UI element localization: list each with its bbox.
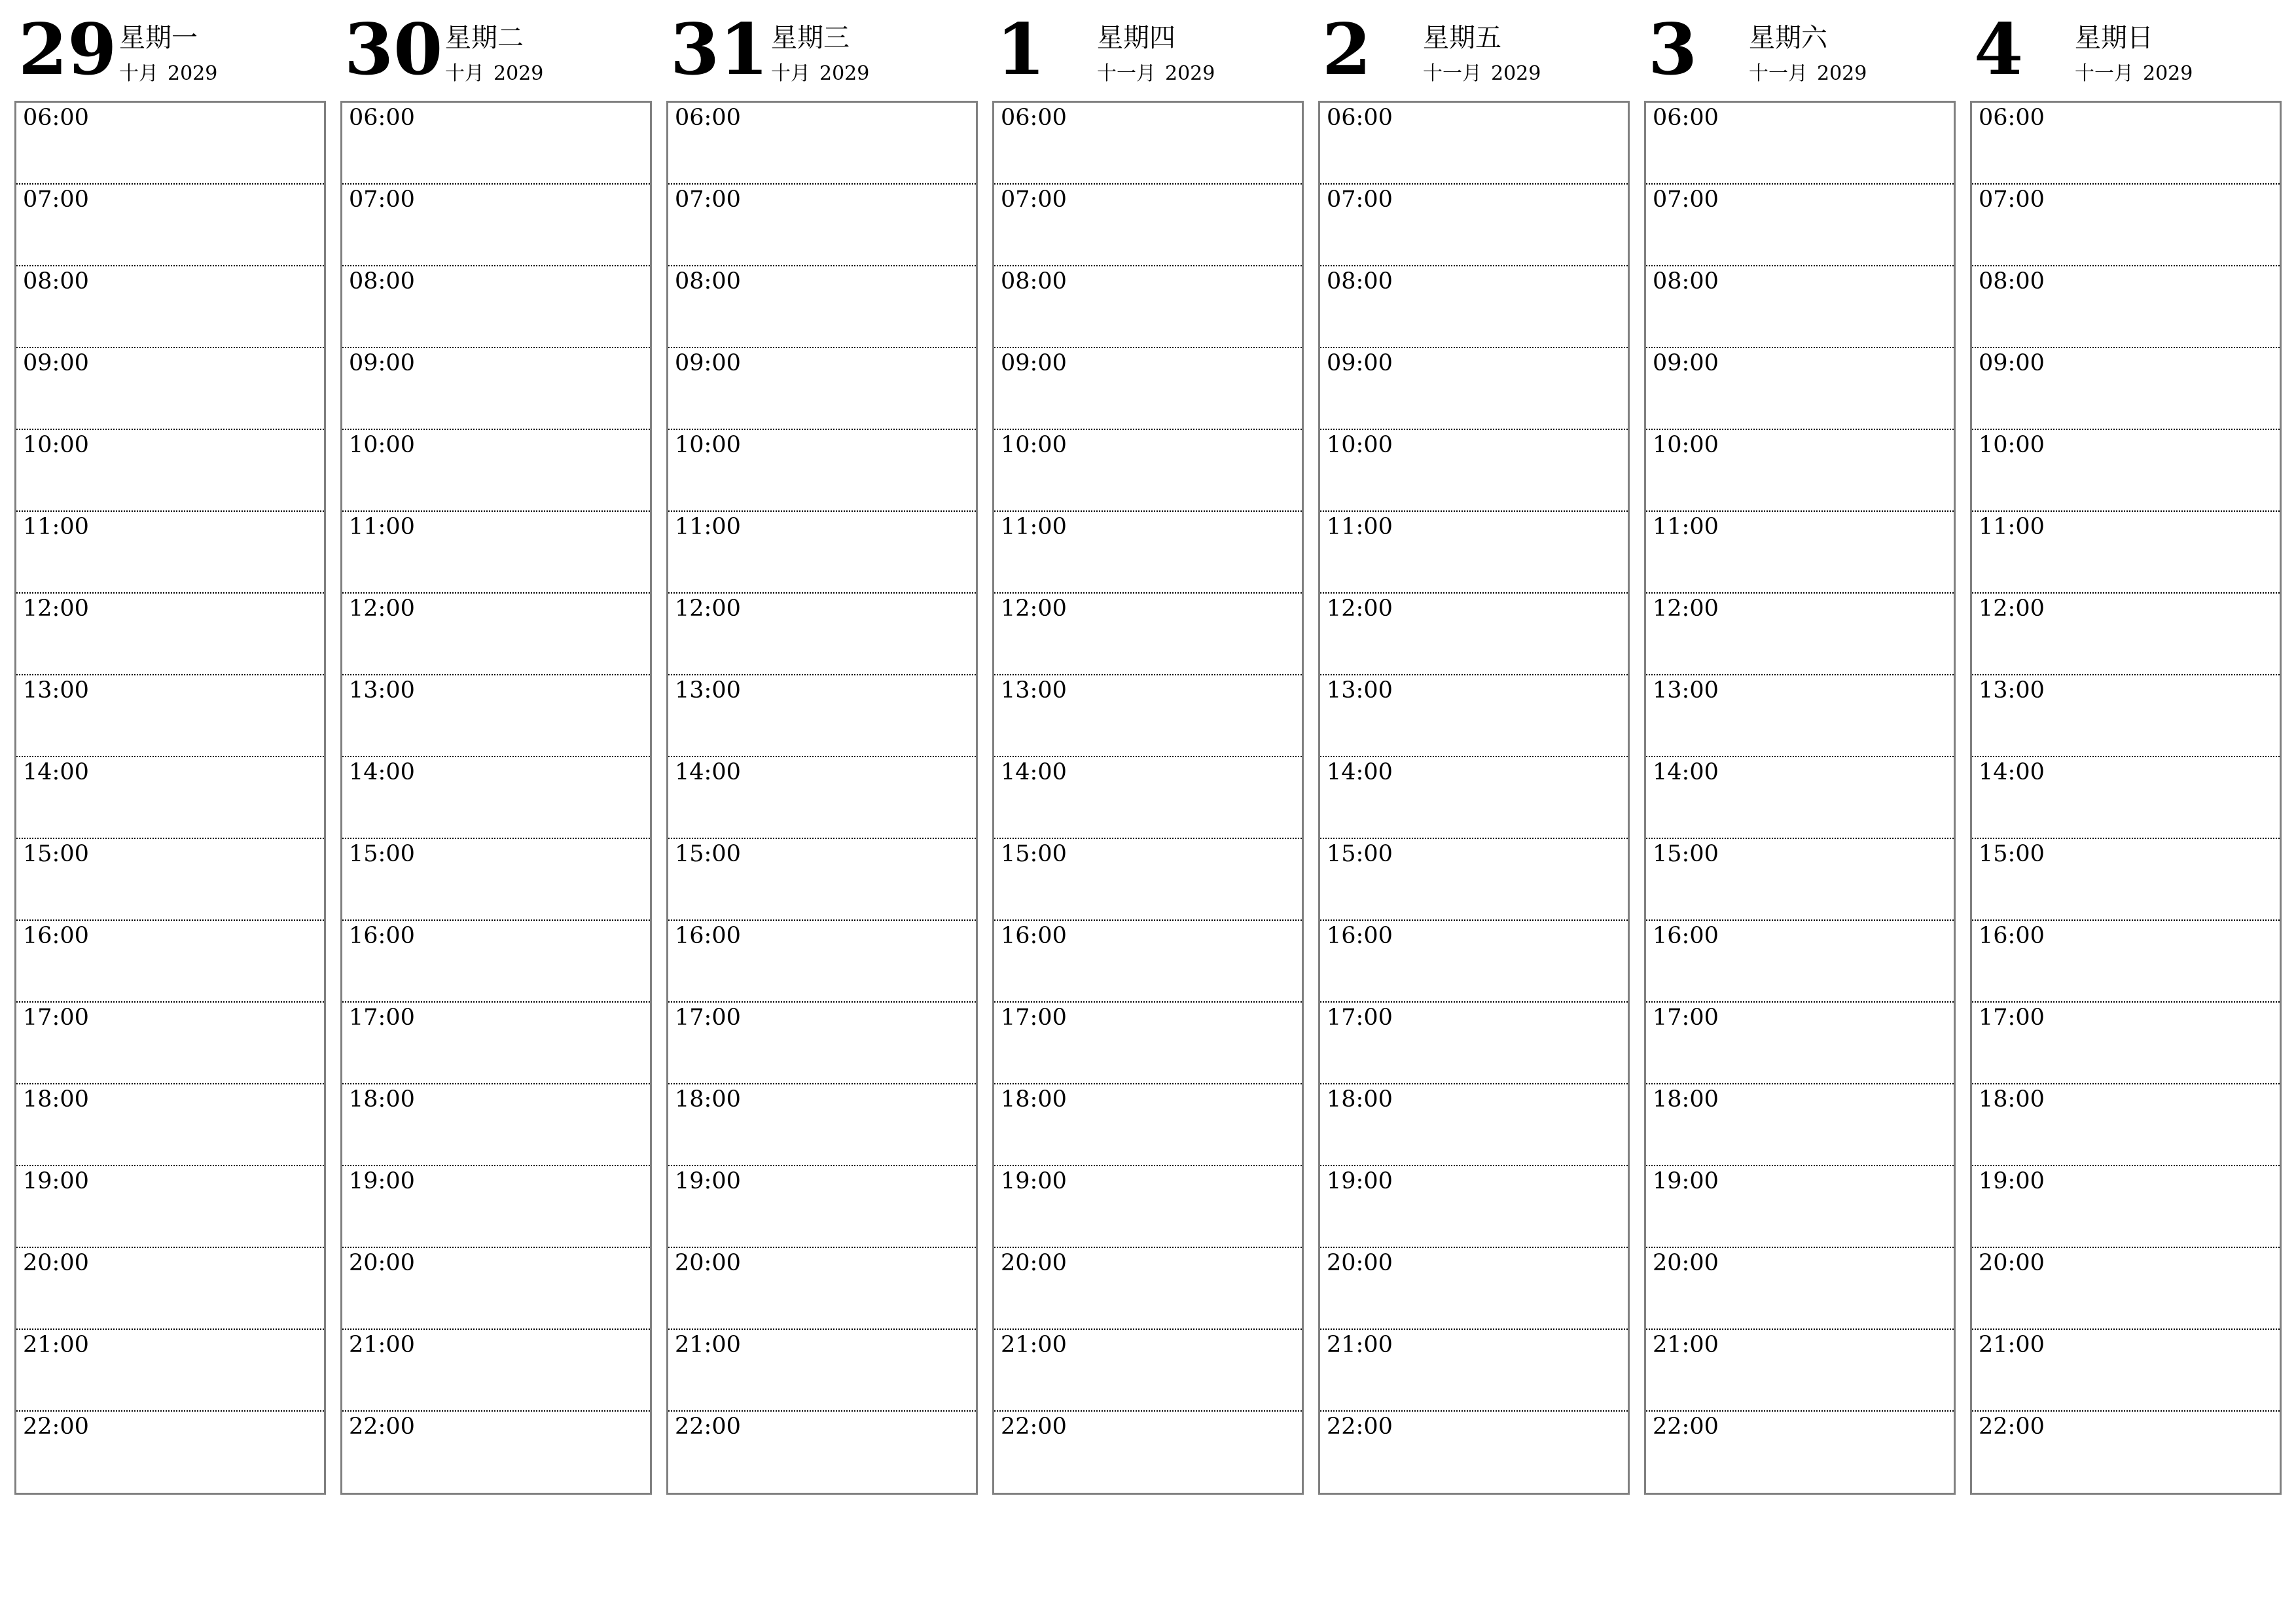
time-slot-label: 13:00	[1327, 677, 1393, 704]
time-slot[interactable]	[16, 757, 324, 839]
month-year-label	[119, 64, 217, 84]
time-slot[interactable]	[1972, 103, 2280, 185]
time-slot-label: 14:00	[1327, 759, 1393, 785]
time-slot[interactable]	[16, 103, 324, 185]
time-slot[interactable]	[668, 512, 976, 594]
time-slot-label: 18:00	[349, 1086, 415, 1113]
time-slot-label: 20:00	[1327, 1250, 1393, 1276]
time-slot-label: 09:00	[349, 350, 415, 376]
time-slot-label: 10:00	[675, 432, 741, 458]
time-slot[interactable]	[1646, 1248, 1954, 1330]
time-slot[interactable]	[668, 266, 976, 348]
time-slot-label: 06:00	[1327, 105, 1393, 131]
time-slot[interactable]	[16, 675, 324, 757]
time-slot[interactable]	[1320, 1003, 1628, 1084]
month-year-label	[1423, 64, 1541, 84]
month-year-label	[445, 64, 543, 84]
time-slot[interactable]	[16, 1330, 324, 1412]
time-slot-label: 07:00	[1001, 187, 1067, 213]
time-slot[interactable]	[1646, 921, 1954, 1003]
time-slot-label: 16:00	[1653, 923, 1719, 949]
time-slot-label: 21:00	[349, 1332, 415, 1358]
time-slot[interactable]	[1646, 1166, 1954, 1248]
time-slot-label: 08:00	[1979, 268, 2045, 294]
time-slot-label: 22:00	[1327, 1414, 1393, 1440]
time-slot[interactable]	[994, 103, 1302, 185]
time-slot-label: 20:00	[23, 1250, 89, 1276]
time-slot-label: 07:00	[1653, 187, 1719, 213]
time-slot-label: 06:00	[1001, 105, 1067, 131]
time-slot[interactable]	[1972, 839, 2280, 921]
time-slot-label: 13:00	[675, 677, 741, 704]
time-slot[interactable]	[668, 1003, 976, 1084]
month-label: 十一月	[1423, 62, 1482, 85]
time-slot-label: 08:00	[1653, 268, 1719, 294]
time-slot[interactable]	[668, 921, 976, 1003]
time-slot-label: 08:00	[23, 268, 89, 294]
time-slot-label: 06:00	[675, 105, 741, 131]
time-slot-label: 07:00	[675, 187, 741, 213]
time-slot[interactable]	[668, 594, 976, 675]
weekday-label: 星期日	[2075, 23, 2153, 53]
time-slot-label: 10:00	[1979, 432, 2045, 458]
time-slot[interactable]	[342, 757, 650, 839]
time-slot-label: 14:00	[675, 759, 741, 785]
time-slot-label: 22:00	[675, 1414, 741, 1440]
time-slot-label: 12:00	[1653, 596, 1719, 622]
day-schedule-box[interactable]	[1318, 101, 1630, 1495]
time-slot[interactable]	[16, 1412, 324, 1493]
time-slot-label: 14:00	[1979, 759, 2045, 785]
time-slot[interactable]	[342, 1166, 650, 1248]
time-slot[interactable]	[1646, 103, 1954, 185]
time-slot[interactable]	[1646, 185, 1954, 266]
time-slot[interactable]	[1646, 1412, 1954, 1493]
time-slot[interactable]	[994, 839, 1302, 921]
time-slot[interactable]	[668, 1330, 976, 1412]
day-header	[666, 0, 980, 98]
time-slot[interactable]	[994, 1084, 1302, 1166]
time-slot-label: 18:00	[1327, 1086, 1393, 1113]
time-slot-label: 18:00	[1653, 1086, 1719, 1113]
month-label: 十一月	[1749, 62, 1808, 85]
time-slot-label: 16:00	[349, 923, 415, 949]
time-slot[interactable]	[16, 348, 324, 430]
time-slot[interactable]	[1972, 1003, 2280, 1084]
weekday-label: 星期三	[771, 23, 850, 53]
time-slot[interactable]	[1320, 185, 1628, 266]
time-slot[interactable]	[668, 103, 976, 185]
time-slot-label: 16:00	[675, 923, 741, 949]
time-slot-label: 07:00	[1979, 187, 2045, 213]
time-slot[interactable]	[342, 1412, 650, 1493]
time-slot-label: 10:00	[23, 432, 89, 458]
time-slot-label: 20:00	[675, 1250, 741, 1276]
time-slot-label: 13:00	[1979, 677, 2045, 704]
day-number: 1	[996, 9, 1046, 91]
time-slot-label: 10:00	[1327, 432, 1393, 458]
weekday-label: 星期二	[445, 23, 524, 53]
day-schedule-box[interactable]	[14, 101, 326, 1495]
time-slot[interactable]	[16, 185, 324, 266]
time-slot[interactable]	[1646, 1330, 1954, 1412]
year-label: 2029	[1491, 62, 1541, 85]
time-slot[interactable]	[994, 1166, 1302, 1248]
time-slot[interactable]	[16, 839, 324, 921]
day-schedule-box[interactable]	[1970, 101, 2282, 1495]
time-slot-label: 15:00	[349, 841, 415, 867]
day-schedule-box[interactable]	[340, 101, 652, 1495]
day-column	[1644, 0, 1958, 1440]
day-column	[1318, 0, 1632, 1440]
time-slot[interactable]	[994, 921, 1302, 1003]
time-slot[interactable]	[668, 1412, 976, 1493]
time-slot[interactable]	[1972, 675, 2280, 757]
time-slot-label: 20:00	[1653, 1250, 1719, 1276]
time-slot[interactable]	[1320, 348, 1628, 430]
time-slot-label: 10:00	[1001, 432, 1067, 458]
time-slot[interactable]	[342, 1330, 650, 1412]
time-slot[interactable]	[1320, 1084, 1628, 1166]
year-label: 2029	[168, 62, 218, 85]
time-slot-label: 12:00	[1327, 596, 1393, 622]
time-slot-label: 08:00	[675, 268, 741, 294]
time-slot-label: 15:00	[675, 841, 741, 867]
time-slot[interactable]	[994, 594, 1302, 675]
time-slot-label: 20:00	[1001, 1250, 1067, 1276]
time-slot-label: 14:00	[1001, 759, 1067, 785]
time-slot-label: 15:00	[1979, 841, 2045, 867]
time-slot-label: 17:00	[1979, 1005, 2045, 1031]
weekday-label: 星期五	[1423, 23, 1501, 53]
month-year-label	[1097, 64, 1215, 84]
month-label: 十月	[445, 62, 484, 85]
time-slot[interactable]	[342, 266, 650, 348]
time-slot-label: 21:00	[1001, 1332, 1067, 1358]
time-slot-label: 22:00	[349, 1414, 415, 1440]
time-slot-label: 19:00	[1653, 1168, 1719, 1194]
time-slot-label: 13:00	[1653, 677, 1719, 704]
time-slot-label: 15:00	[1001, 841, 1067, 867]
time-slot-label: 13:00	[23, 677, 89, 704]
time-slot[interactable]	[1972, 1248, 2280, 1330]
time-slot[interactable]	[994, 757, 1302, 839]
time-slot[interactable]	[1320, 757, 1628, 839]
time-slot-label: 12:00	[675, 596, 741, 622]
time-slot[interactable]	[994, 1330, 1302, 1412]
time-slot[interactable]	[994, 1248, 1302, 1330]
time-slot-label: 06:00	[349, 105, 415, 131]
time-slot-label: 16:00	[1327, 923, 1393, 949]
time-slot-label: 21:00	[675, 1332, 741, 1358]
time-slot[interactable]	[342, 839, 650, 921]
time-slot-label: 09:00	[1979, 350, 2045, 376]
time-slot[interactable]	[1972, 512, 2280, 594]
year-label: 2029	[819, 62, 870, 85]
time-slot-label: 17:00	[1327, 1005, 1393, 1031]
time-slot-label: 13:00	[1001, 677, 1067, 704]
time-slot[interactable]	[16, 1248, 324, 1330]
time-slot-label: 21:00	[1653, 1332, 1719, 1358]
time-slot[interactable]	[994, 512, 1302, 594]
time-slot[interactable]	[1320, 1166, 1628, 1248]
time-slot[interactable]	[1972, 1166, 2280, 1248]
time-slot[interactable]	[668, 1166, 976, 1248]
weekday-label: 星期四	[1097, 23, 1175, 53]
day-number: 3	[1648, 9, 1698, 91]
day-header	[1644, 0, 1958, 98]
time-slot[interactable]	[342, 921, 650, 1003]
time-slot-label: 06:00	[1653, 105, 1719, 131]
year-label: 2029	[1817, 62, 1867, 85]
time-slot-label: 17:00	[1001, 1005, 1067, 1031]
time-slot[interactable]	[342, 594, 650, 675]
time-slot[interactable]	[994, 1412, 1302, 1493]
day-number: 29	[18, 9, 117, 91]
month-year-label	[1749, 64, 1867, 84]
day-header	[340, 0, 655, 98]
time-slot-label: 09:00	[1001, 350, 1067, 376]
time-slot-label: 08:00	[1001, 268, 1067, 294]
time-slot-label: 16:00	[1001, 923, 1067, 949]
time-slot-label: 12:00	[23, 596, 89, 622]
time-slot[interactable]	[1646, 757, 1954, 839]
time-slot[interactable]	[342, 348, 650, 430]
time-slot-label: 11:00	[1001, 514, 1067, 540]
time-slot[interactable]	[1646, 430, 1954, 512]
time-slot[interactable]	[668, 348, 976, 430]
time-slot-label: 13:00	[349, 677, 415, 704]
time-slot-label: 18:00	[1979, 1086, 2045, 1113]
time-slot-label: 18:00	[23, 1086, 89, 1113]
time-slot[interactable]	[1972, 348, 2280, 430]
time-slot[interactable]	[342, 1248, 650, 1330]
time-slot[interactable]	[1646, 675, 1954, 757]
time-slot[interactable]	[1320, 1330, 1628, 1412]
time-slot-label: 19:00	[675, 1168, 741, 1194]
time-slot[interactable]	[1320, 675, 1628, 757]
month-label: 十月	[119, 62, 158, 85]
day-schedule-box[interactable]	[666, 101, 978, 1495]
month-label: 十一月	[2075, 62, 2134, 85]
time-slot-label: 16:00	[1979, 923, 2045, 949]
time-slot-label: 09:00	[1653, 350, 1719, 376]
time-slot[interactable]	[994, 675, 1302, 757]
time-slot-label: 20:00	[1979, 1250, 2045, 1276]
time-slot[interactable]	[994, 348, 1302, 430]
time-slot[interactable]	[16, 430, 324, 512]
time-slot[interactable]	[1972, 266, 2280, 348]
time-slot[interactable]	[668, 675, 976, 757]
time-slot-label: 11:00	[1327, 514, 1393, 540]
time-slot-label: 17:00	[1653, 1005, 1719, 1031]
time-slot-label: 14:00	[23, 759, 89, 785]
time-slot-label: 22:00	[1001, 1414, 1067, 1440]
time-slot[interactable]	[16, 512, 324, 594]
time-slot-label: 19:00	[1327, 1168, 1393, 1194]
time-slot-label: 19:00	[23, 1168, 89, 1194]
time-slot-label: 15:00	[1327, 841, 1393, 867]
time-slot-label: 16:00	[23, 923, 89, 949]
time-slot-label: 18:00	[1001, 1086, 1067, 1113]
time-slot-label: 06:00	[1979, 105, 2045, 131]
time-slot[interactable]	[1320, 921, 1628, 1003]
time-slot-label: 21:00	[23, 1332, 89, 1358]
time-slot[interactable]	[342, 185, 650, 266]
time-slot-label: 14:00	[349, 759, 415, 785]
time-slot-label: 07:00	[349, 187, 415, 213]
time-slot-label: 12:00	[1979, 596, 2045, 622]
time-slot-label: 12:00	[1001, 596, 1067, 622]
time-slot[interactable]	[16, 921, 324, 1003]
time-slot[interactable]	[342, 430, 650, 512]
time-slot-label: 07:00	[23, 187, 89, 213]
time-slot[interactable]	[1972, 1412, 2280, 1493]
time-slot[interactable]	[1320, 594, 1628, 675]
time-slot[interactable]	[668, 1248, 976, 1330]
time-slot-label: 15:00	[23, 841, 89, 867]
time-slot[interactable]	[1646, 348, 1954, 430]
time-slot[interactable]	[1972, 430, 2280, 512]
time-slot[interactable]	[16, 1084, 324, 1166]
time-slot[interactable]	[1646, 839, 1954, 921]
time-slot-label: 18:00	[675, 1086, 741, 1113]
time-slot-label: 11:00	[675, 514, 741, 540]
time-slot-label: 10:00	[1653, 432, 1719, 458]
time-slot[interactable]	[1320, 1412, 1628, 1493]
time-slot[interactable]	[1646, 512, 1954, 594]
day-column	[992, 0, 1306, 1440]
time-slot[interactable]	[1972, 594, 2280, 675]
time-slot-label: 11:00	[349, 514, 415, 540]
time-slot[interactable]	[1320, 430, 1628, 512]
time-slot-label: 07:00	[1327, 187, 1393, 213]
time-slot-label: 22:00	[23, 1414, 89, 1440]
time-slot-label: 21:00	[1327, 1332, 1393, 1358]
month-label: 十月	[771, 62, 810, 85]
day-schedule-box[interactable]	[992, 101, 1304, 1495]
time-slot[interactable]	[668, 1084, 976, 1166]
time-slot[interactable]	[994, 430, 1302, 512]
time-slot[interactable]	[668, 839, 976, 921]
time-slot[interactable]	[1972, 757, 2280, 839]
time-slot-label: 06:00	[23, 105, 89, 131]
day-column	[666, 0, 980, 1440]
year-label: 2029	[493, 62, 544, 85]
time-slot[interactable]	[1646, 1003, 1954, 1084]
day-header	[1970, 0, 2284, 98]
time-slot[interactable]	[1646, 266, 1954, 348]
time-slot[interactable]	[1320, 512, 1628, 594]
time-slot[interactable]	[1972, 1084, 2280, 1166]
time-slot[interactable]	[1646, 1084, 1954, 1166]
year-label: 2029	[1165, 62, 1215, 85]
time-slot[interactable]	[1972, 185, 2280, 266]
day-number: 31	[670, 9, 769, 91]
day-number: 4	[1974, 9, 2024, 91]
time-slot-label: 19:00	[1001, 1168, 1067, 1194]
time-slot-label: 20:00	[349, 1250, 415, 1276]
weekday-label: 星期一	[119, 23, 198, 53]
time-slot-label: 17:00	[675, 1005, 741, 1031]
month-label: 十一月	[1097, 62, 1156, 85]
time-slot[interactable]	[1320, 103, 1628, 185]
day-column	[340, 0, 655, 1440]
time-slot[interactable]	[994, 185, 1302, 266]
time-slot[interactable]	[1320, 266, 1628, 348]
month-year-label	[2075, 64, 2193, 84]
time-slot[interactable]	[1320, 1248, 1628, 1330]
time-slot-label: 10:00	[349, 432, 415, 458]
time-slot-label: 22:00	[1653, 1414, 1719, 1440]
time-slot-label: 09:00	[23, 350, 89, 376]
time-slot[interactable]	[16, 266, 324, 348]
time-slot[interactable]	[668, 430, 976, 512]
time-slot[interactable]	[1972, 1330, 2280, 1412]
time-slot[interactable]	[342, 1003, 650, 1084]
day-column	[1970, 0, 2284, 1440]
time-slot[interactable]	[668, 185, 976, 266]
time-slot[interactable]	[668, 757, 976, 839]
time-slot[interactable]	[16, 594, 324, 675]
time-slot-label: 11:00	[1653, 514, 1719, 540]
time-slot-label: 08:00	[349, 268, 415, 294]
year-label: 2029	[2143, 62, 2193, 85]
time-slot[interactable]	[342, 512, 650, 594]
time-slot-label: 22:00	[1979, 1414, 2045, 1440]
time-slot[interactable]	[1972, 921, 2280, 1003]
time-slot[interactable]	[994, 266, 1302, 348]
day-header	[992, 0, 1306, 98]
month-year-label	[771, 64, 869, 84]
time-slot[interactable]	[1320, 839, 1628, 921]
time-slot-label: 09:00	[675, 350, 741, 376]
day-number: 2	[1322, 9, 1372, 91]
time-slot-label: 17:00	[349, 1005, 415, 1031]
day-schedule-box[interactable]	[1644, 101, 1956, 1495]
time-slot-label: 08:00	[1327, 268, 1393, 294]
time-slot[interactable]	[342, 1084, 650, 1166]
time-slot-label: 12:00	[349, 596, 415, 622]
time-slot-label: 21:00	[1979, 1332, 2045, 1358]
time-slot-label: 11:00	[23, 514, 89, 540]
time-slot-label: 11:00	[1979, 514, 2045, 540]
time-slot-label: 19:00	[349, 1168, 415, 1194]
time-slot-label: 15:00	[1653, 841, 1719, 867]
time-slot-label: 17:00	[23, 1005, 89, 1031]
time-slot-label: 09:00	[1327, 350, 1393, 376]
time-slot[interactable]	[1646, 594, 1954, 675]
time-slot[interactable]	[342, 103, 650, 185]
day-number: 30	[344, 9, 443, 91]
time-slot[interactable]	[16, 1003, 324, 1084]
time-slot-label: 14:00	[1653, 759, 1719, 785]
time-slot[interactable]	[994, 1003, 1302, 1084]
time-slot[interactable]	[16, 1166, 324, 1248]
time-slot[interactable]	[342, 675, 650, 757]
day-header	[1318, 0, 1632, 98]
day-header	[14, 0, 329, 98]
time-slot-label: 19:00	[1979, 1168, 2045, 1194]
weekday-label: 星期六	[1749, 23, 1827, 53]
day-column	[14, 0, 329, 1440]
